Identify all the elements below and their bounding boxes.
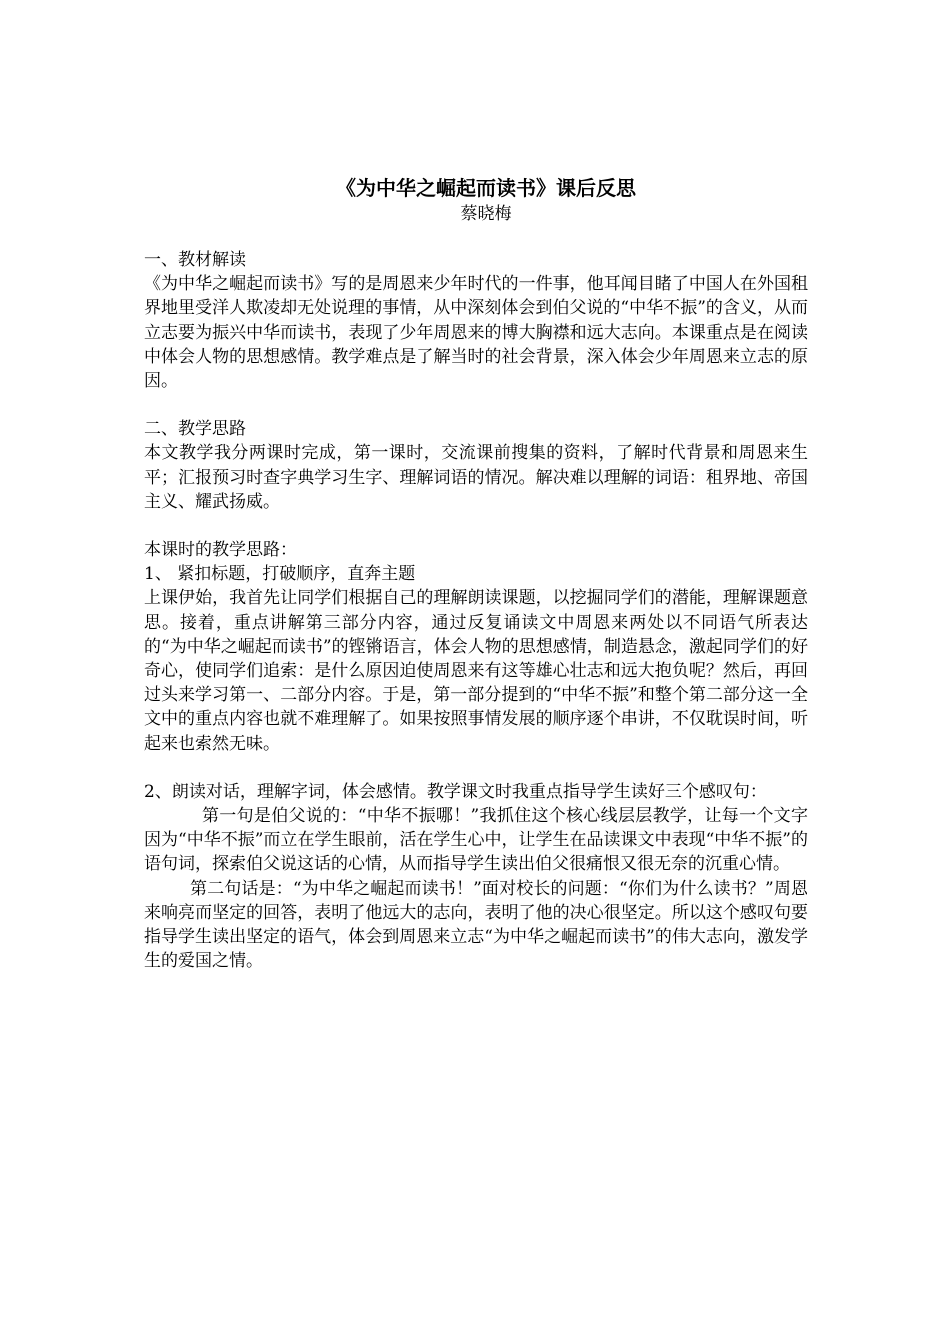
point1-body: 上课伊始，我首先让同学们根据自己的理解朗读课题，以挖掘同学们的潜能，理解课题意思。接着，重点讲解第三部分内容，通过反复诵读文中周恩来两处以不同语气所表达的“为中华之崛起而读书”的铿锵语言，体会人物的思想感情，制造悬念，激起同学们的好奇心，使同学们追索：是什么原因迫使周恩来有这等雄心壮志和远大抱负呢？然后，再回过头来学习第一、二部分内容。于是，第一部分提到的“中华不振”和整个第二部分这一全文中的重点内容也就不难理解了。如果按照事情发展的顺序逐个串讲，不仅耽误时间，听起来也索然无味。 [144,588,808,754]
point2-paragraph-2: 第二句话是：“为中华之崛起而读书！”面对校长的问题：“你们为什么读书？”周恩来响亮而坚定的回答，表明了他远大的志向，表明了他的决心很坚定。所以这个感叹句要指导学生读出坚定的语气，体会到周恩来立志“为中华之崛起而读书”的伟大志向，激发学生的爱国之情。 [144,878,808,972]
section1-body: 《为中华之崛起而读书》写的是周恩来少年时代的一件事，他耳闻目睹了中国人在外国租界地里受洋人欺凌却无处说理的事情，从中深刻体会到伯父说的“中华不振”的含义，从而立志要为振兴中华而读书，表现了少年周恩来的博大胸襟和远大志向。本课重点是在阅读中体会人物的思想感情。教学难点是了解当时的社会背景，深入体会少年周恩来立志的原因。 [144,274,808,392]
document-title: 《为中华之崛起而读书》课后反思 [336,176,636,200]
section2-heading: 二、教学思路 [144,419,246,440]
paragraph-gap [144,393,808,417]
paragraph-gap [144,756,808,780]
author-name: 蔡晓梅 [460,204,512,224]
document-page [144,174,808,973]
point2-heading: 2、朗读对话，理解字词，体会感情。教学课文时我重点指导学生读好三个感叹句： [144,781,767,802]
point1-heading: 1、 紧扣标题，打破顺序，直奔主题 [144,564,416,585]
section3-heading: 本课时的教学思路： [144,540,297,561]
point2-paragraph-1: 第一句是伯父说的：“中华不振哪！”我抓住这个核心线层层教学，让每一个文字因为“中华不振”而立在学生眼前，活在学生心中，让学生在品读课文中表现“中华不振”的语句词，探索伯父说这话的心情，从而指导学生读出伯父很痛恨又很无奈的沉重心情。 [144,806,808,875]
section1-heading: 一、教材解读 [144,250,246,270]
section2-body: 本文教学我分两课时完成，第一课时，交流课前搜集的资料，了解时代背景和周恩来生平；汇报预习时查字典学习生字、理解词语的情况。解决难以理解的词语：租界地、帝国主义、耀武扬威。 [144,443,808,512]
paragraph-gap [144,514,808,538]
